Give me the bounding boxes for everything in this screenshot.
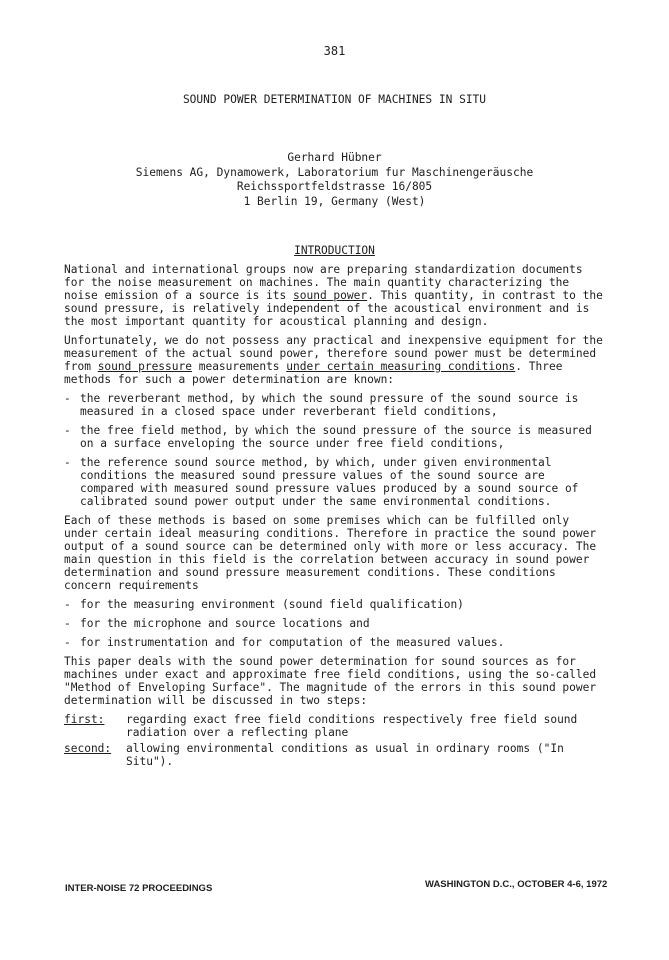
body-text xyxy=(64,263,604,771)
method-item: - the reference sound source method, by which, under given environmental conditions the measured sound pressure values of the sound source are compared with measured sound pressure values produced by a sound source of calibrated sound power output under the same environmental conditions. xyxy=(64,456,604,508)
paragraph-3: Each of these methods is based on some premises which can be fulfilled only under certain ideal measuring conditions. Therefore in practice the sound power output of a sound source can be determined only with more or less accuracy. The main question in this field is the correlation between accuracy in sound power determination and sound pressure measurement conditions. These conditions concern requirements xyxy=(64,514,597,592)
p1-after: . This quantity, in contrast to the sound pressure, is relatively independent of the acoustical environment and is the most important quantity for acoustical planning and design. xyxy=(64,289,603,328)
paragraph-2 xyxy=(64,334,604,386)
author-street: Reichssportfeldstrasse 16/805 xyxy=(236,180,433,193)
footer-proceedings: INTER-NOISE 72 PROCEEDINGS xyxy=(65,883,213,894)
step-text: allowing environmental conditions as usual in ordinary rooms ("In Situ"). xyxy=(126,742,564,768)
paper-title: SOUND POWER DETERMINATION OF MACHINES IN SITU xyxy=(182,93,487,106)
step-item xyxy=(64,713,604,739)
p2-part2: measurements xyxy=(191,360,287,373)
step-item xyxy=(64,742,604,768)
page-number: 381 xyxy=(323,44,346,58)
requirement-item: - for the microphone and source locations and xyxy=(64,617,604,630)
section-heading: INTRODUCTION xyxy=(294,244,375,257)
method-text: the free field method, by which the sound pressure of the source is measured on a surface enveloping the source under free field conditions, xyxy=(80,424,592,450)
step-label: second: xyxy=(64,742,112,755)
p2-part3: . Three methods for such a power determination are known: xyxy=(64,360,563,386)
requirement-text: for the microphone and source locations and xyxy=(80,617,370,630)
p2-emphasis2: under certain measuring conditions xyxy=(286,360,516,373)
author-city: 1 Berlin 19, Germany (West) xyxy=(243,194,426,208)
author-affiliation: Siemens AG, Dynamowerk, Laboratorium fur Maschinengeräusche xyxy=(135,165,534,179)
p2-part1: Unfortunately, we do not possess any practical and inexpensive equipment for the measurement of the actual sound power, therefore sound power must be determined from xyxy=(64,334,603,373)
p2-emphasis1: sound pressure xyxy=(97,360,192,373)
method-text: the reference sound source method, by which, under given environmental conditions the measured sound pressure values of the sound source are compared with measured sound pressure values produced by a sound source of calibrated sound power output under the same environmental conditions. xyxy=(80,456,579,508)
requirement-text: for the measuring environment (sound field qualification) xyxy=(80,598,464,611)
method-text: the reverberant method, by which the sound pressure of the sound source is measured in a closed space under reverberant field conditions, xyxy=(80,392,579,418)
requirement-item: - for instrumentation and for computation of the measured values. xyxy=(64,636,604,649)
requirement-item: - for the measuring environment (sound field qualification) xyxy=(64,598,604,611)
paragraph-4: This paper deals with the sound power determination for sound sources as for machines under exact and approximate free field conditions, using the so-called "Method of Enveloping Surface". The magnitude of the errors in this sound power determination will be discussed in two steps: xyxy=(64,655,597,707)
p1-emphasis: sound power xyxy=(293,289,368,302)
paragraph-1 xyxy=(64,263,604,328)
method-item: - the reverberant method, by which the sound pressure of the sound source is measured in a closed space under reverberant field conditions, xyxy=(64,392,604,418)
author-block xyxy=(0,151,669,209)
author-name: Gerhard Hübner xyxy=(287,151,382,164)
method-item: - the free field method, by which the sound pressure of the source is measured on a surface enveloping the source under free field conditions, xyxy=(64,424,604,450)
step-label: first: xyxy=(64,713,105,726)
step-text: regarding exact free field conditions respectively free field sound radiation over a reflecting plane xyxy=(126,713,578,739)
footer-location-date: WASHINGTON D.C., OCTOBER 4-6, 1972 xyxy=(425,879,608,890)
p1-before: National and international groups now are preparing standardization documents for the noise measurement on machines. The main quantity characterizing the noise emission of a source is its xyxy=(64,263,583,302)
requirement-text: for instrumentation and for computation of the measured values. xyxy=(80,636,505,649)
